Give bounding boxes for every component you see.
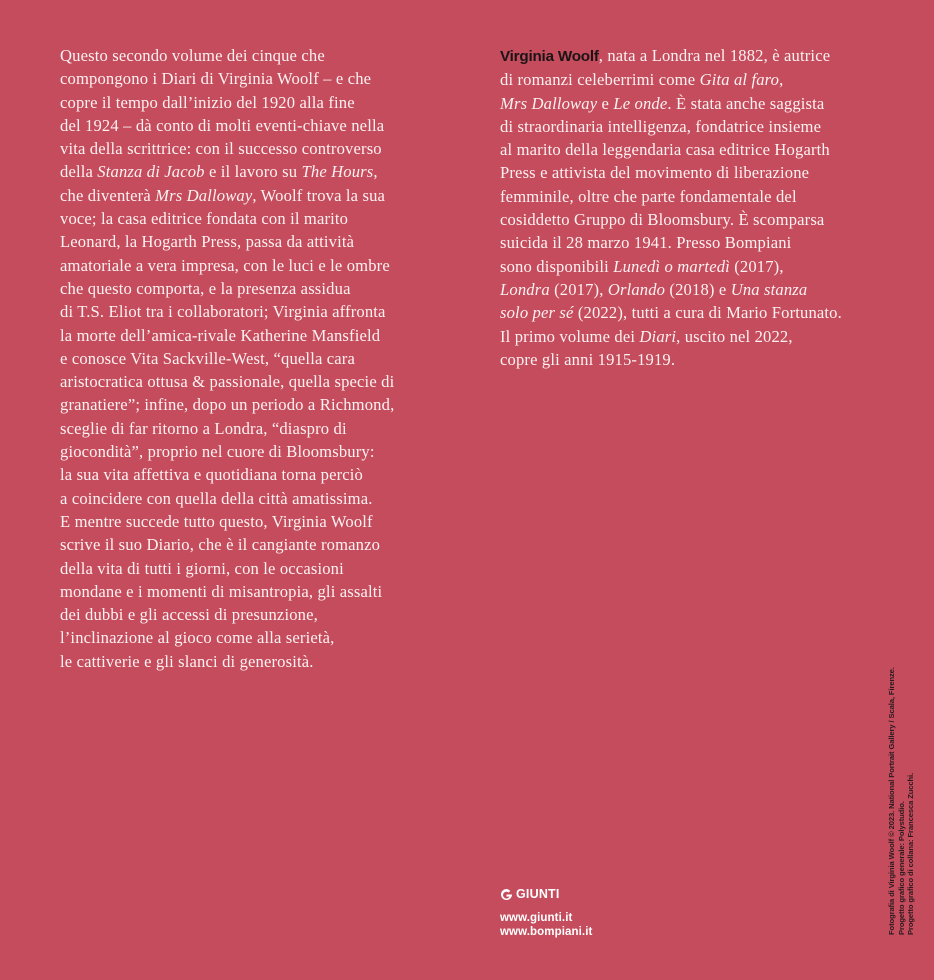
text-line	[60, 137, 460, 160]
text-line	[500, 208, 910, 231]
text-segment: che questo comporta, e la presenza assidua	[60, 278, 351, 298]
author-name: Virginia Woolf	[500, 48, 599, 65]
italic-title: solo per sé	[500, 303, 574, 323]
publisher-block	[500, 886, 592, 939]
italic-title: Orlando	[607, 279, 666, 299]
text-segment: Questo secondo volume dei cinque che	[60, 46, 325, 65]
text-line	[60, 91, 460, 114]
italic-title: Mrs Dalloway	[500, 93, 598, 113]
text-segment: , uscito nel 2022,	[676, 326, 793, 346]
text-line	[500, 301, 910, 324]
text-line	[60, 67, 460, 90]
text-segment: (2017),	[729, 256, 784, 276]
text-segment: , nata a Londra nel 1882, è autrice	[598, 46, 831, 65]
text-segment: cosiddetto Gruppo di Bloomsbury. È scomparsa	[500, 210, 825, 230]
italic-title: Mrs Dalloway	[155, 185, 253, 205]
text-segment: della	[60, 162, 98, 182]
text-segment: Il primo volume dei	[500, 326, 640, 346]
text-segment: giocondità”, proprio nel cuore di Bloomsbury:	[60, 442, 375, 462]
giunti-logo-text: GIUNTI	[516, 887, 560, 901]
text-segment: che diventerà	[60, 185, 156, 205]
text-line	[500, 231, 910, 254]
text-line	[500, 92, 910, 115]
text-line	[60, 184, 460, 207]
text-segment: mondane e i momenti di misantropia, gli assalti	[60, 581, 383, 601]
text-line	[60, 626, 460, 649]
text-segment: di straordinaria intelligenza, fondatrice insieme	[500, 116, 822, 136]
italic-title: Stanza di Jacob	[97, 162, 205, 182]
text-line	[60, 463, 460, 486]
text-segment: femminile, oltre che parte fondamentale del	[500, 186, 797, 206]
text-line	[60, 277, 460, 300]
text-line	[60, 370, 460, 393]
text-line	[60, 230, 460, 253]
text-line	[500, 348, 910, 371]
text-segment: copre gli anni 1915-1919.	[500, 349, 676, 369]
text-line	[60, 417, 460, 440]
text-line	[500, 185, 910, 208]
text-segment: Press e attivista del movimento di liberazione	[500, 163, 810, 183]
giunti-logo	[500, 886, 592, 902]
text-segment: dei dubbi e gli accessi di presunzione,	[60, 605, 318, 625]
text-line	[60, 440, 460, 463]
text-line	[60, 557, 460, 580]
text-segment: (2017),	[549, 279, 608, 299]
italic-title: Lunedì o martedì	[613, 256, 730, 276]
text-line	[60, 254, 460, 277]
text-line	[500, 278, 910, 301]
giunti-url-link[interactable]: www.giunti.it	[500, 912, 573, 924]
text-segment: le cattiverie e gli slanci di generosità.	[60, 651, 314, 671]
text-segment: (2018) e	[665, 279, 731, 299]
text-line	[60, 393, 460, 416]
text-line	[60, 533, 460, 556]
photo-credits	[887, 667, 916, 935]
text-segment: ,	[373, 162, 378, 182]
text-segment: sono disponibili	[500, 256, 614, 276]
text-segment: aristocratica ottusa & passionale, quella specie di	[60, 372, 395, 392]
text-line	[60, 603, 460, 626]
text-segment: compongono i Diari di Virginia Woolf – e che	[60, 69, 372, 89]
bompiani-url-link[interactable]: www.bompiani.it	[500, 926, 593, 938]
text-segment: la morte dell’amica-rivale Katherine Mansfield	[60, 325, 381, 345]
text-segment: Leonard, la Hogarth Press, passa da attività	[60, 232, 355, 252]
credit-line-design: Progetto grafico generale: Polystudio.	[896, 801, 906, 935]
italic-title: Gita al faro	[699, 70, 780, 90]
text-line	[60, 347, 460, 370]
text-segment: a coincidere con quella della città amatissima.	[60, 488, 373, 508]
text-segment: del 1924 – dà conto di molti eventi-chiave nella	[60, 115, 385, 135]
text-segment: di T.S. Eliot tra i collaboratori; Virginia affronta	[60, 302, 386, 322]
text-line	[500, 115, 910, 138]
text-segment: . È stata anche saggista	[667, 93, 825, 113]
text-line	[500, 325, 910, 348]
text-segment: voce; la casa editrice fondata con il marito	[60, 209, 349, 229]
text-line	[60, 160, 460, 183]
text-segment: copre il tempo dall’inizio del 1920 alla fine	[60, 92, 355, 112]
text-segment: e il lavoro su	[204, 162, 302, 182]
text-line	[60, 324, 460, 347]
text-segment: della vita di tutti i giorni, con le occasioni	[60, 558, 344, 578]
italic-title: Le onde	[613, 93, 668, 113]
italic-title: The Hours	[301, 162, 374, 182]
publisher-urls	[500, 911, 592, 939]
text-line	[500, 255, 910, 278]
text-segment: e	[597, 93, 614, 113]
text-line	[500, 68, 910, 91]
text-segment: granatiere”; infine, dopo un periodo a Richmond,	[60, 395, 395, 415]
text-segment: (2022), tutti a cura di Mario Fortunato.	[573, 303, 842, 323]
text-line	[60, 650, 460, 673]
text-segment: , Woolf trova la sua	[252, 185, 386, 205]
text-line	[60, 114, 460, 137]
text-segment: al marito della leggendaria casa editrice Hogarth	[500, 140, 830, 160]
text-line	[60, 580, 460, 603]
text-segment: amatoriale a vera impresa, con le luci e le ombre	[60, 255, 390, 275]
text-segment: l’inclinazione al gioco come alla serietà,	[60, 628, 335, 648]
text-segment: sceglie di far ritorno a Londra, “diaspro di	[60, 418, 347, 438]
credit-line-photo: Fotografia di Virginia Woolf © 2023. National Portrait Gallery / Scala, Firenze.	[887, 667, 896, 935]
credit-line-series-design: Progetto grafico di collana: Francesca Zucchi.	[906, 772, 916, 935]
text-line	[60, 510, 460, 533]
italic-title: Londra	[500, 279, 550, 299]
text-line	[500, 44, 910, 68]
text-segment: vita della scrittrice: con il successo controverso	[60, 139, 382, 159]
book-description	[60, 44, 460, 673]
author-bio	[500, 44, 910, 371]
text-segment: ,	[779, 70, 784, 90]
text-segment: e conosce Vita Sackville-West, “quella cara	[60, 348, 355, 368]
text-line	[60, 207, 460, 230]
text-line	[500, 138, 910, 161]
text-line	[60, 487, 460, 510]
text-segment: suicida il 28 marzo 1941. Presso Bompiani	[500, 233, 792, 253]
text-segment: di romanzi celeberrimi come	[500, 70, 700, 90]
giunti-g-icon	[500, 888, 513, 901]
text-line	[60, 300, 460, 323]
text-line	[500, 161, 910, 184]
italic-title: Diari	[639, 326, 677, 346]
text-segment: scrive il suo Diario, che è il cangiante romanzo	[60, 535, 381, 555]
text-segment: E mentre succede tutto questo, Virginia Woolf	[60, 511, 373, 531]
text-segment: la sua vita affettiva e quotidiana torna perciò	[60, 465, 364, 485]
italic-title: Una stanza	[730, 279, 808, 299]
text-line	[60, 44, 460, 67]
